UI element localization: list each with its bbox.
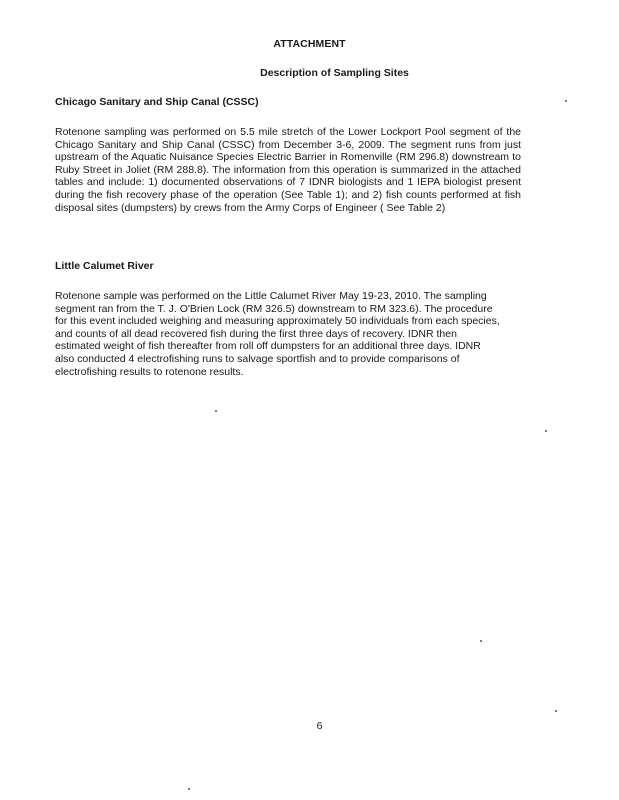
scan-speck bbox=[215, 410, 217, 412]
document-title: ATTACHMENT bbox=[273, 38, 346, 50]
scan-speck bbox=[555, 710, 557, 712]
section-heading-cssc: Chicago Sanitary and Ship Canal (CSSC) bbox=[55, 96, 259, 108]
document-subtitle: Description of Sampling Sites bbox=[260, 67, 409, 79]
page-number: 6 bbox=[316, 720, 323, 732]
scan-speck bbox=[480, 640, 482, 642]
scan-speck bbox=[545, 430, 547, 432]
section-body-little-calumet: Rotenone sample was performed on the Little Calumet River May 19-23, 2010. The sampling segment ran from the T. J. O'Brien Lock (RM 326.5) downstream to RM 323.6). The procedure for this event included weighing and measuring approximately 50 individuals from each species, and counts of all dead recovered fish during the first three days of recovery. IDNR then estimated weight of fish thereafter from roll off dumpsters for an additional three days. IDNR also conducted 4 electrofishing runs to salvage sportfish and to provide comparisons of electrofishing results to rotenone results. bbox=[55, 290, 500, 378]
section-heading-little-calumet: Little Calumet River bbox=[55, 260, 154, 272]
scan-speck bbox=[565, 100, 567, 102]
scan-speck bbox=[188, 788, 190, 790]
section-body-cssc: Rotenone sampling was performed on 5.5 mile stretch of the Lower Lockport Pool segment of the Chicago Sanitary and Ship Canal (CSSC) from December 3-6, 2009. The segment runs from just upstream of the Aquatic Nuisance Species Electric Barrier in Romenville (RM 296.8) downstream to Ruby Street in Joliet (RM 288.8). The information from this operation is summarized in the attached tables and include: 1) documented observations of 7 IDNR biologists and 1 IEPA biologist present during the fish recovery phase of the operation (See Table 1); and 2) fish counts performed at fish disposal sites (dumpsters) by crews from the Army Corps of Engineer ( See Table 2) bbox=[55, 126, 521, 214]
